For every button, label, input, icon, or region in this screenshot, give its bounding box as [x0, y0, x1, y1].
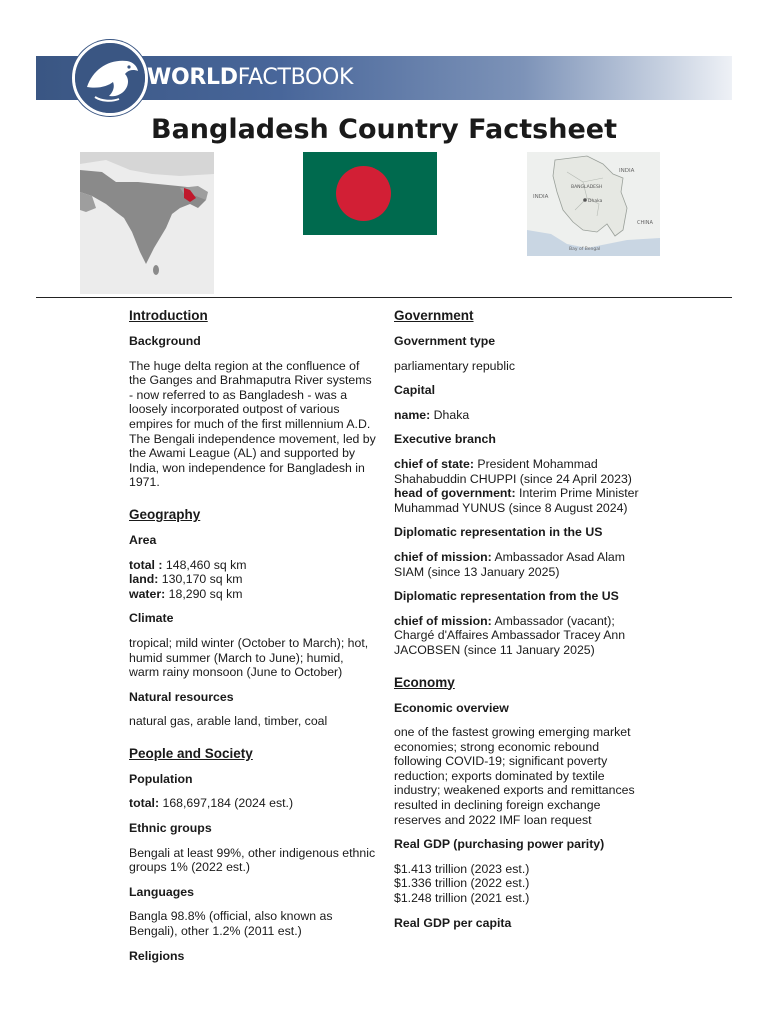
languages-text: Bangla 98.8% (official, also known as Bengali), other 1.2% (2011 est.): [129, 909, 333, 939]
section-economy: Economy: [394, 674, 455, 690]
field-languages: Languages: [129, 884, 194, 899]
map-label-bangladesh: BANGLADESH: [571, 185, 603, 190]
brand-bold: WORLD: [147, 65, 238, 90]
gdp-ppp-2021: $1.248 trillion (2021 est.): [394, 891, 530, 906]
natural-resources-text: natural gas, arable land, timber, coal: [129, 714, 328, 729]
area-total-line: [129, 558, 377, 573]
field-dip-rep-from-us: Diplomatic representation from the US: [394, 589, 619, 604]
country-map-image: [527, 152, 660, 256]
section-people-and-society: People and Society: [129, 745, 253, 761]
map-label-dhaka: Dhaka: [588, 199, 603, 204]
government-type-text: parliamentary republic: [394, 358, 515, 373]
section-introduction: Introduction: [129, 308, 208, 323]
flag-red-disc: [336, 166, 391, 221]
climate-text: tropical; mild winter (October to March); hot, humid summer (March to June); humid, warm rainy monsoon (June to October): [129, 635, 369, 680]
page-title: Bangladesh Country Factsheet: [150, 114, 617, 145]
map-label-bay: Bay of Bengal: [569, 247, 601, 252]
area-land-label: land:: [129, 572, 159, 587]
dip-rep-from-us-values: [394, 614, 644, 658]
head-of-government-line: [394, 486, 644, 515]
chief-of-state-line: [394, 457, 644, 486]
area-water-value: 18,290 sq km: [168, 586, 243, 601]
dip-from-us-mission-value: Ambassador (vacant); Chargé d'Affaires Ambassador Tracey Ann JACOBSEN (since 11 January 2025): [394, 613, 626, 657]
section-divider: [36, 297, 732, 298]
area-land-value: 130,170 sq km: [161, 572, 243, 587]
dip-in-us-mission-label: chief of mission:: [394, 549, 492, 564]
locator-map-image: [80, 152, 214, 294]
field-natural-resources: Natural resources: [129, 689, 234, 704]
field-dip-rep-in-us: Diplomatic representation in the US: [394, 525, 603, 540]
population-total-label: total:: [129, 796, 160, 811]
field-executive-branch: Executive branch: [394, 432, 496, 447]
brand-wordmark: [147, 63, 353, 93]
field-area: Area: [129, 532, 157, 547]
real-gdp-ppp-values: [394, 862, 644, 906]
field-government-type: Government type: [394, 334, 496, 348]
chief-of-state-label: chief of state:: [394, 456, 474, 471]
eagle-logo-icon: [72, 40, 148, 116]
population-total-value: 168,697,184 (2024 est.): [162, 796, 294, 811]
field-religions: Religions: [129, 948, 185, 963]
area-total-label: total :: [129, 557, 163, 572]
field-ethnic-groups: Ethnic groups: [129, 821, 212, 836]
gdp-ppp-2022: $1.336 trillion (2022 est.): [394, 876, 530, 891]
head-of-government-label: head of government:: [394, 486, 516, 501]
field-capital: Capital: [394, 383, 435, 398]
capital-name-value: Dhaka: [433, 407, 470, 422]
map-label-india-north: INDIA: [619, 168, 635, 174]
field-background: Background: [129, 334, 201, 348]
brand-light: FACTBOOK: [237, 65, 354, 90]
map-label-india-west: INDIA: [533, 194, 549, 200]
area-land-line: [129, 572, 377, 587]
dip-rep-in-us-values: [394, 550, 644, 579]
capital-values: [394, 408, 644, 423]
area-total-value: 148,460 sq km: [165, 557, 247, 572]
head-of-government-value: Interim Prime Minister Muhammad YUNUS (since 8 August 2024): [394, 486, 639, 515]
capital-name-label: name:: [394, 407, 431, 422]
left-column: [129, 307, 377, 973]
section-geography: Geography: [129, 506, 201, 522]
economic-overview-text: one of the fastest growing emerging market economies; strong economic rebound following COVID-19; significant poverty reduction; exports dominated by textile industry; weakened exports and remittances resulted in declining foreign exchange reserves and 2022 IMF loan request: [394, 725, 635, 827]
executive-values: [394, 457, 644, 515]
dip-from-us-mission-label: chief of mission:: [394, 613, 492, 628]
bangladesh-flag-image: [303, 152, 437, 235]
gdp-ppp-2023: $1.413 trillion (2023 est.): [394, 861, 530, 876]
field-economic-overview: Economic overview: [394, 700, 509, 715]
right-column: [394, 307, 644, 940]
area-water-line: [129, 587, 377, 602]
population-values: [129, 796, 377, 811]
area-values: [129, 558, 377, 602]
area-water-label: water:: [129, 586, 166, 601]
field-climate: Climate: [129, 611, 174, 626]
section-government: Government: [394, 308, 474, 323]
field-real-gdp-per-capita: Real GDP per capita: [394, 915, 512, 930]
ethnic-groups-text: Bengali at least 99%, other indigenous ethnic groups 1% (2022 est.): [129, 845, 376, 875]
field-real-gdp-ppp: Real GDP (purchasing power parity): [394, 837, 605, 852]
dip-in-us-mission-value: Ambassador Asad Alam SIAM (since 13 January 2025): [394, 549, 626, 579]
chief-of-state-value: President Mohammad Shahabuddin CHUPPI (since 24 April 2023): [394, 456, 632, 486]
map-label-china: CHINA: [637, 220, 653, 226]
background-text: The huge delta region at the confluence of the Ganges and Brahmaputra River systems - now referred to as Bangladesh - was a loosely incorporated outpost of various empires for much of the first millennium A.D. The Bengali independence movement, led by the Awami League (AL) and supported by India, won independence for Bangladesh in 1971.: [129, 358, 376, 490]
field-population: Population: [129, 771, 193, 786]
